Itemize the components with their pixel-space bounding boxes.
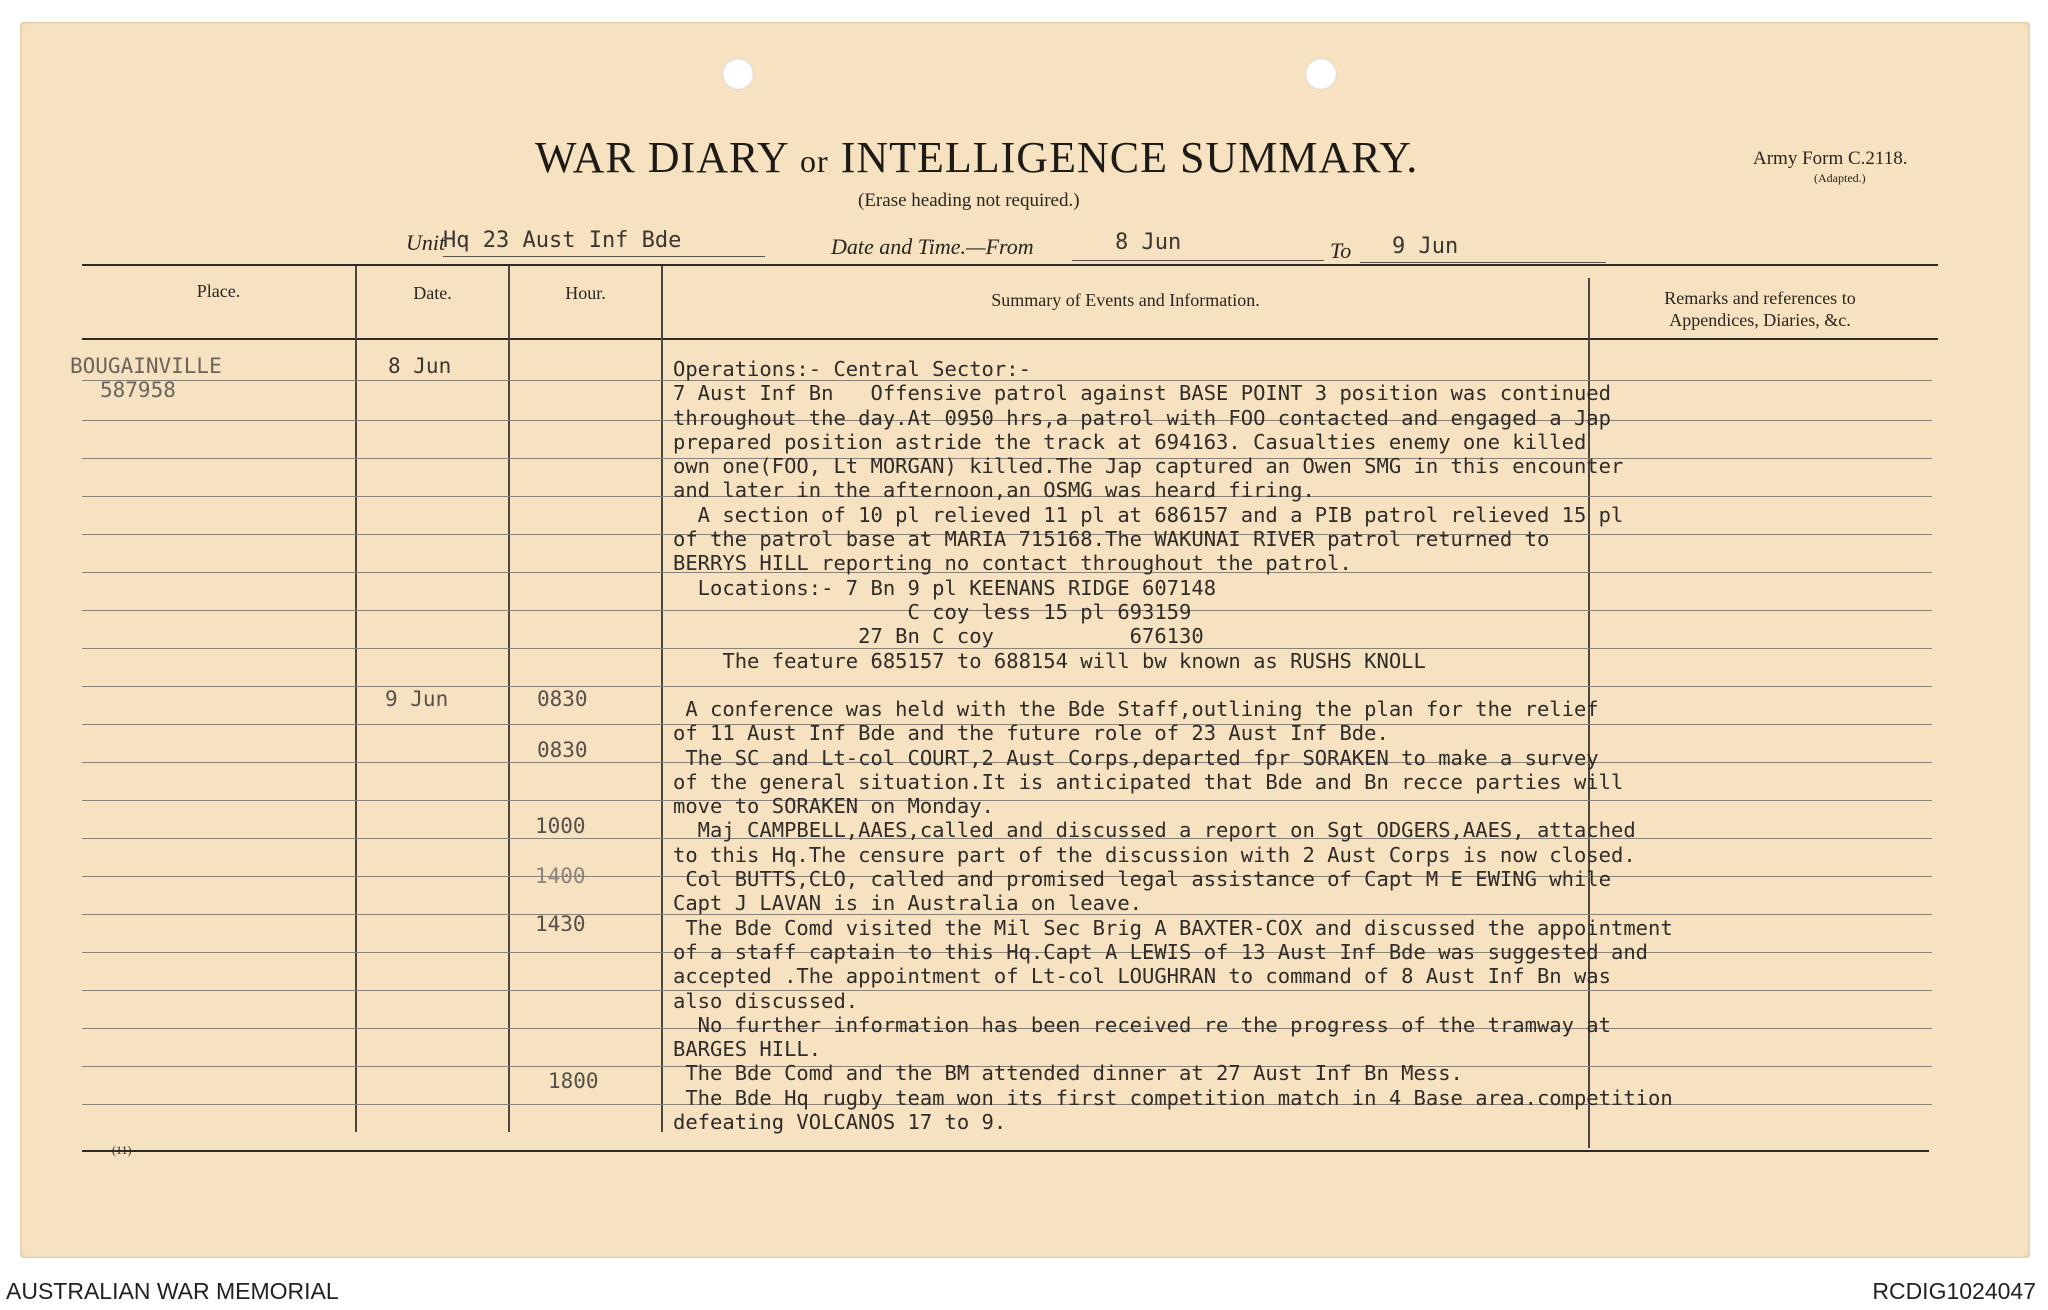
remarks-header-line2: Appendices, Diaries, &c. (1669, 310, 1851, 330)
date-entry: 9 Jun (385, 687, 449, 711)
form-subtitle: (Erase heading not required.) (858, 190, 1080, 211)
footer-archive-name: AUSTRALIAN WAR MEMORIAL (6, 1278, 339, 1304)
column-header-place: Place. (196, 281, 241, 301)
sheet-code: (11) (112, 1143, 132, 1157)
place-grid-reference: 587958 (100, 378, 176, 402)
remarks-header-line1: Remarks and references to (1664, 288, 1856, 308)
column-divider-place (355, 266, 357, 1132)
table-bottom-rule (82, 1150, 1929, 1152)
place-name: BOUGAINVILLE (70, 354, 222, 378)
table-top-rule (82, 264, 1938, 266)
title-intelligence-summary: INTELLIGENCE SUMMARY. (840, 133, 1419, 182)
punch-hole-right (1305, 58, 1337, 90)
to-date-value: 9 Jun (1392, 234, 1459, 259)
footer-record-id: RCDIG1024047 (1872, 1278, 2036, 1304)
column-header-date: Date. (413, 283, 452, 303)
column-divider-date (508, 266, 510, 1132)
hour-entry: 1400 (535, 864, 586, 888)
to-label: To (1330, 238, 1352, 263)
column-divider-hour (661, 266, 663, 1132)
column-header-hour: Hour. (565, 283, 606, 303)
hour-entry: 1430 (535, 912, 586, 936)
hour-entry: 0830 (537, 738, 588, 762)
title-war-diary: WAR DIARY (535, 133, 789, 182)
date-time-from-label: Date and Time.—From (831, 234, 1034, 259)
hour-entry: 1800 (548, 1069, 599, 1093)
to-underline (1360, 262, 1606, 263)
column-header-remarks (1590, 287, 1930, 331)
punch-hole-left (722, 58, 754, 90)
date-entry: 8 Jun (388, 354, 452, 378)
summary-entry-9-jun: A conference was held with the Bde Staff,outlining the plan for the relief of 11 Aust Inf Bde and the future role of 23 Aust Inf Bde. The SC and Lt-col COURT,2 Aust Corps,departed fpr SORAKEN to make a survey of the general situation.It is anticipated that Bde and Bn recce parties will move to SORAKEN on Monday. Maj CAMPBELL,AAES,called and discussed a report on Sgt ODGERS,AAES, attached to this Hq.The censure part of the discussion with 2 Aust Corps is now closed. Col BUTTS,CLO, called and promised legal assistance of Capt M E EWING while Capt J LAVAN is in Australia on leave. The Bde Comd visited the Mil Sec Brig A BAXTER-COX and discussed the appointment of a staff captain to this Hq.Capt A LEWIS of 13 Aust Inf Bde was suggested and accepted .The appointment of Lt-col LOUGHRAN to command of 8 Aust Inf Bn was also discussed. No further information has been received re the progress of the tramway at BARGES HILL. The Bde Comd and the BM attended dinner at 27 Aust Inf Bn Mess. The Bde Hq rugby team won its first competition match in 4 Base area.competition defeating VOLCANOS 17 to 9. (673, 697, 1673, 1135)
unit-label: Unit (406, 230, 446, 255)
form-adapted-note: (Adapted.) (1814, 171, 1866, 185)
table-header-rule (82, 338, 1938, 340)
army-form-number: Army Form C.2118. (1753, 148, 1908, 169)
title-or: or (800, 143, 829, 179)
unit-value: Hq 23 Aust Inf Bde (443, 228, 682, 253)
column-header-summary: Summary of Events and Information. (991, 290, 1260, 310)
from-underline (1072, 260, 1324, 261)
summary-entry-8-jun: Operations:- Central Sector:- 7 Aust Inf Bn Offensive patrol against BASE POINT 3 position was continued throughout the day.At 0950 hrs,a patrol with FOO contacted and engaged a Jap prepared position astride the track at 694163. Casualties enemy one killed own one(FOO, Lt MORGAN) killed.The Jap captured an Owen SMG in this encounter and later in the afternoon,an OSMG was heard firing. A section of 10 pl relieved 11 pl at 686157 and a PIB patrol relieved 15 pl of the patrol base at MARIA 715168.The WAKUNAI RIVER patrol returned to BERRYS HILL reporting no contact throughout the patrol. Locations:- 7 Bn 9 pl KEENANS RIDGE 607148 C coy less 15 pl 693159 27 Bn C coy 676130 The feature 685157 to 688154 will bw known as RUSHS KNOLL (673, 357, 1624, 673)
unit-underline (443, 256, 765, 257)
from-date-value: 8 Jun (1115, 230, 1182, 255)
ruled-row (82, 686, 1932, 687)
hour-entry: 0830 (537, 687, 588, 711)
hour-entry: 1000 (535, 814, 586, 838)
form-title (535, 132, 1418, 183)
